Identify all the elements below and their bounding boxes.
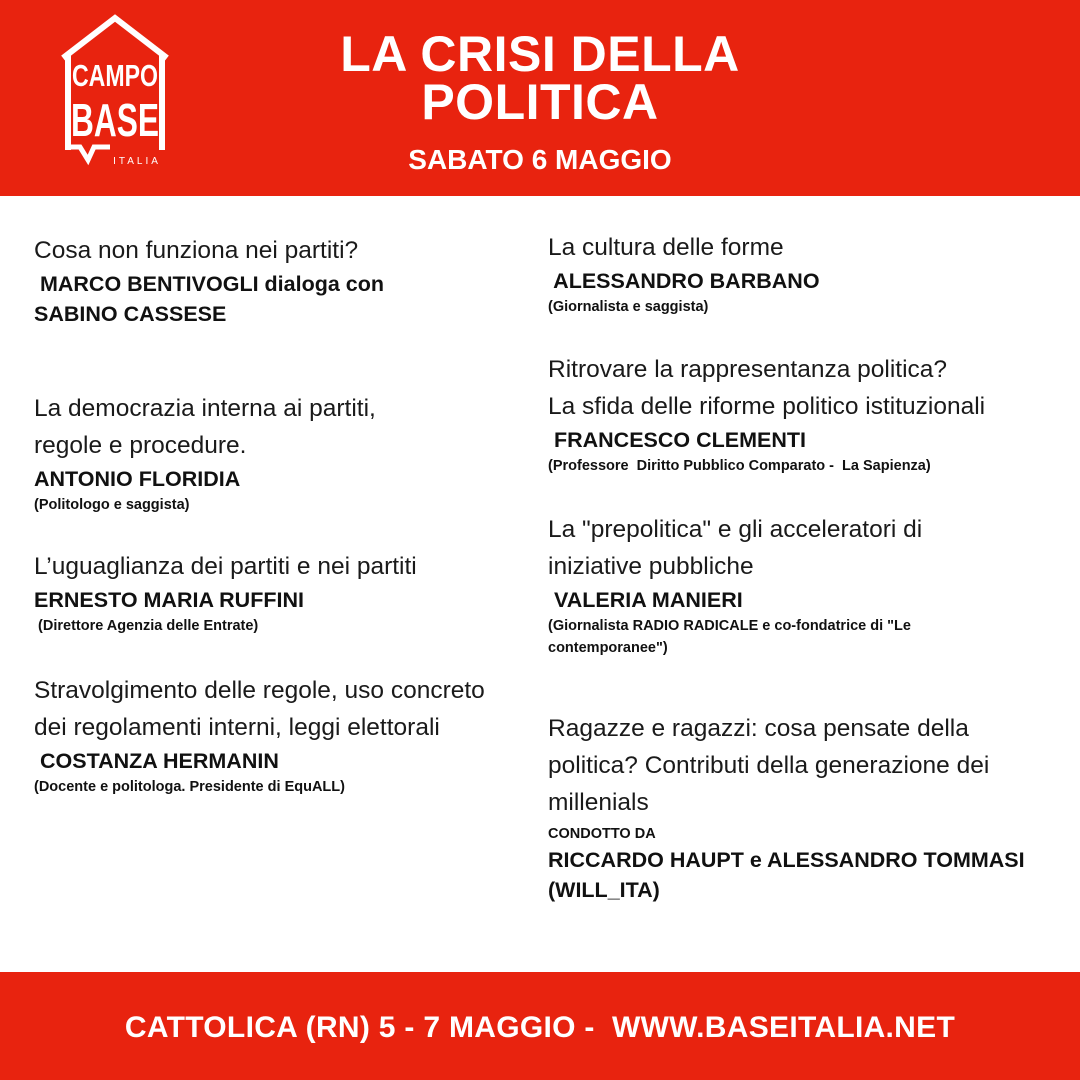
- session-item: [548, 229, 1068, 318]
- session-item: [548, 511, 1068, 659]
- logo-word-base: BASE: [71, 94, 159, 146]
- session-topic: La democrazia interna ai partiti,: [34, 395, 376, 422]
- logo-word-italia: ITALIA: [113, 156, 161, 167]
- speaker-role: (Giornalista e saggista): [548, 299, 709, 315]
- session-speaker: FRANCESCO CLEMENTI: [548, 428, 806, 452]
- session-speaker: VALERIA MANIERI: [548, 588, 743, 612]
- event-title-block: [240, 26, 840, 176]
- session-speaker: ANTONIO FLORIDIA: [34, 467, 241, 491]
- house-speech-bubble-icon: [58, 10, 172, 170]
- session-topic: Stravolgimento delle regole, uso concreto: [34, 677, 485, 704]
- campo-base-logo: [58, 10, 172, 170]
- footer-banner: [0, 972, 1080, 1080]
- speaker-role: contemporanee"): [548, 640, 668, 656]
- session-item: [34, 548, 534, 637]
- session-topic: Cosa non funziona nei partiti?: [34, 237, 359, 264]
- session-speaker: (WILL_ITA): [548, 878, 660, 902]
- session-topic: millenials: [548, 789, 649, 816]
- session-speaker: ERNESTO MARIA RUFFINI: [34, 588, 304, 612]
- speaker-role: (Politologo e saggista): [34, 497, 190, 513]
- session-topic: dei regolamenti interni, leggi elettorali: [34, 714, 440, 741]
- session-topic: L’uguaglianza dei partiti e nei partiti: [34, 553, 417, 580]
- session-speaker: SABINO CASSESE: [34, 302, 227, 326]
- session-speaker: ALESSANDRO BARBANO: [548, 269, 820, 293]
- session-topic: La "prepolitica" e gli acceleratori di: [548, 516, 923, 543]
- session-item: [548, 351, 1068, 477]
- session-topic: Ragazze e ragazzi: cosa pensate della: [548, 715, 969, 742]
- session-speaker: COSTANZA HERMANIN: [34, 749, 279, 773]
- speaker-role: (Professore Diritto Pubblico Comparato - La Sapienza): [548, 458, 931, 474]
- session-item: [34, 232, 534, 329]
- header-banner: [0, 0, 1080, 196]
- speaker-role: (Direttore Agenzia delle Entrate): [34, 618, 259, 634]
- speaker-role: (Docente e politologa. Presidente di EquALL): [34, 779, 345, 795]
- speaker-role: (Giornalista RADIO RADICALE e co-fondatrice di "Le: [548, 618, 911, 634]
- session-topic: iniziative pubbliche: [548, 553, 754, 580]
- session-item: [34, 672, 534, 798]
- session-speaker: MARCO BENTIVOGLI dialoga con: [34, 272, 384, 296]
- logo-word-campo: CAMPO: [72, 58, 158, 93]
- session-topic: Ritrovare la rappresentanza politica?: [548, 356, 948, 383]
- session-speaker: RICCARDO HAUPT e ALESSANDRO TOMMASI: [548, 848, 1025, 872]
- session-item: [34, 390, 534, 516]
- session-topic: La sfida delle riforme politico istituzionali: [548, 393, 986, 420]
- session-topic: politica? Contributi della generazione dei: [548, 752, 990, 779]
- event-title-line-2: POLITICA: [421, 74, 659, 130]
- footer-location-website: CATTOLICA (RN) 5 - 7 MAGGIO - WWW.BASEITALIA.NET: [124, 1011, 956, 1044]
- event-date: SABATO 6 MAGGIO: [408, 144, 672, 175]
- conducted-by-label: CONDOTTO DA: [548, 826, 656, 842]
- event-title-line-1: LA CRISI DELLA: [340, 26, 740, 82]
- session-topic: La cultura delle forme: [548, 234, 784, 261]
- session-item: [548, 710, 1068, 905]
- session-topic: regole e procedure.: [34, 432, 247, 459]
